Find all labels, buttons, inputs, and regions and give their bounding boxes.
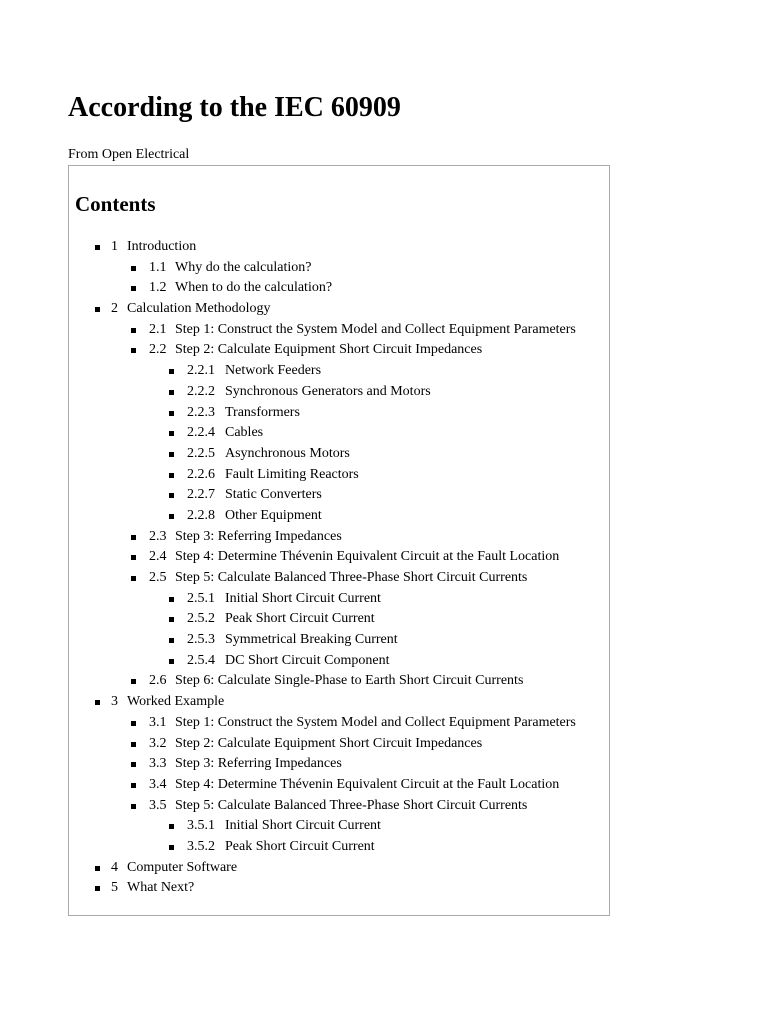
toc-item-link[interactable]: Step 1: Construct the System Model and Collect Equipment Parameters (175, 321, 576, 337)
toc-item-link[interactable]: Step 3: Referring Impedances (175, 756, 342, 772)
bullet-icon (131, 286, 136, 291)
toc-item-number[interactable]: 1.1 (149, 259, 167, 275)
bullet-icon (169, 390, 174, 395)
toc-title: Contents (75, 192, 156, 216)
toc-item-number[interactable]: 2.5.1 (187, 590, 215, 606)
bullet-icon (131, 783, 136, 788)
bullet-icon (95, 245, 100, 250)
page-title: According to the IEC 60909 (68, 92, 401, 123)
toc-item-link[interactable]: Synchronous Generators and Motors (225, 383, 431, 399)
bullet-icon (95, 886, 100, 891)
toc-item-number[interactable]: 2.2.1 (187, 363, 215, 379)
toc-item-number[interactable]: 1.2 (149, 280, 167, 296)
toc-item-number[interactable]: 2.2.7 (187, 487, 215, 503)
bullet-icon (169, 638, 174, 643)
toc-item-number[interactable]: 2.2.4 (187, 425, 215, 441)
toc-item-number[interactable]: 3 (111, 694, 118, 710)
bullet-icon (131, 804, 136, 809)
toc-item-number[interactable]: 3.5 (149, 797, 167, 813)
toc-item-link[interactable]: Step 5: Calculate Balanced Three-Phase Short Circuit Currents (175, 570, 528, 585)
bullet-icon (169, 369, 174, 374)
bullet-icon (169, 597, 174, 602)
bullet-icon (131, 555, 136, 560)
bullet-icon (169, 493, 174, 498)
toc-item-link[interactable]: Why do the calculation? (175, 259, 312, 275)
toc-item-link[interactable]: Step 3: Referring Impedances (175, 528, 342, 544)
bullet-icon (131, 762, 136, 767)
toc-item-number[interactable]: 3.5.2 (187, 838, 215, 854)
toc-item-number[interactable]: 1 (111, 239, 118, 254)
toc-item-number[interactable]: 3.3 (149, 756, 167, 772)
toc-item-link[interactable]: When to do the calculation? (175, 280, 333, 296)
toc-item-link[interactable]: Transformers (225, 404, 300, 420)
toc-item-link[interactable]: Peak Short Circuit Current (225, 838, 375, 854)
bullet-icon (169, 452, 174, 457)
bullet-icon (131, 721, 136, 726)
toc-item-link[interactable]: Step 2: Calculate Equipment Short Circuit Impedances (175, 342, 483, 358)
toc-item-number[interactable]: 2.3 (149, 528, 167, 544)
toc-item-number[interactable]: 2.5 (149, 570, 167, 585)
table-of-contents (68, 165, 610, 916)
bullet-icon (131, 266, 136, 271)
bullet-icon (169, 617, 174, 622)
toc-item-number[interactable]: 2 (111, 301, 118, 317)
toc-item-link[interactable]: Step 5: Calculate Balanced Three-Phase Short Circuit Currents (175, 797, 528, 813)
toc-item-number[interactable]: 2.2.3 (187, 404, 215, 420)
toc-item-link[interactable]: What Next? (127, 880, 195, 896)
bullet-icon (131, 742, 136, 747)
toc-item-number[interactable]: 2.6 (149, 673, 167, 689)
bullet-icon (169, 431, 174, 436)
toc-item-number[interactable]: 3.4 (149, 776, 167, 792)
toc-item-link[interactable]: Computer Software (127, 859, 238, 875)
toc-item-link[interactable]: Initial Short Circuit Current (225, 818, 381, 834)
toc-item-link[interactable]: Step 6: Calculate Single-Phase to Earth Short Circuit Currents (175, 673, 524, 689)
bullet-icon (95, 866, 100, 871)
toc-item-number[interactable]: 2.2.5 (187, 445, 215, 461)
toc-item-number[interactable]: 2.2.6 (187, 466, 215, 482)
bullet-icon (169, 514, 174, 519)
toc-item-link[interactable]: Asynchronous Motors (225, 445, 350, 461)
toc-item-number[interactable]: 2.2.8 (187, 507, 215, 523)
bullet-icon (169, 845, 174, 850)
bullet-icon (95, 307, 100, 312)
toc-item-link[interactable]: Introduction (127, 239, 197, 254)
toc-item-link[interactable]: Network Feeders (225, 363, 322, 379)
toc-item-number[interactable]: 2.4 (149, 549, 167, 565)
toc-item-number[interactable]: 2.5.2 (187, 611, 215, 627)
toc-item-number[interactable]: 3.2 (149, 735, 167, 751)
bullet-icon (131, 679, 136, 684)
bullet-icon (131, 535, 136, 540)
bullet-icon (131, 576, 136, 581)
toc-item-link[interactable]: Step 4: Determine Thévenin Equivalent Circuit at the Fault Location (175, 549, 560, 565)
toc-item-number[interactable]: 3.1 (149, 714, 167, 730)
toc-item-number[interactable]: 2.5.3 (187, 632, 215, 648)
toc-item-link[interactable]: DC Short Circuit Component (225, 652, 390, 668)
toc-item-link[interactable]: Other Equipment (225, 507, 322, 523)
bullet-icon (169, 411, 174, 416)
bullet-icon (131, 328, 136, 333)
toc-item-link[interactable]: Calculation Methodology (127, 301, 271, 317)
toc-item-link[interactable]: Initial Short Circuit Current (225, 590, 381, 606)
toc-item-link[interactable]: Static Converters (225, 487, 322, 503)
bullet-icon (169, 824, 174, 829)
toc-item-link[interactable]: Step 2: Calculate Equipment Short Circuit Impedances (175, 735, 483, 751)
toc-item-link[interactable]: Fault Limiting Reactors (225, 466, 359, 482)
bullet-icon (95, 700, 100, 705)
bullet-icon (169, 473, 174, 478)
bullet-icon (131, 348, 136, 353)
toc-item-number[interactable]: 2.2 (149, 342, 167, 358)
site-subtitle: From Open Electrical (68, 147, 190, 162)
toc-item-number[interactable]: 2.2.2 (187, 383, 215, 399)
toc-item-number[interactable]: 2.1 (149, 321, 167, 337)
toc-item-link[interactable]: Cables (225, 425, 264, 441)
toc-item-link[interactable]: Step 1: Construct the System Model and Collect Equipment Parameters (175, 714, 576, 730)
toc-item-link[interactable]: Worked Example (127, 694, 225, 710)
toc-item-number[interactable]: 4 (111, 859, 118, 875)
toc-item-number[interactable]: 3.5.1 (187, 818, 215, 834)
toc-item-link[interactable]: Peak Short Circuit Current (225, 611, 375, 627)
toc-item-link[interactable]: Step 4: Determine Thévenin Equivalent Circuit at the Fault Location (175, 776, 560, 792)
bullet-icon (169, 659, 174, 664)
toc-item-number[interactable]: 2.5.4 (187, 652, 215, 668)
toc-item-number[interactable]: 5 (111, 880, 118, 896)
toc-item-link[interactable]: Symmetrical Breaking Current (225, 632, 398, 648)
